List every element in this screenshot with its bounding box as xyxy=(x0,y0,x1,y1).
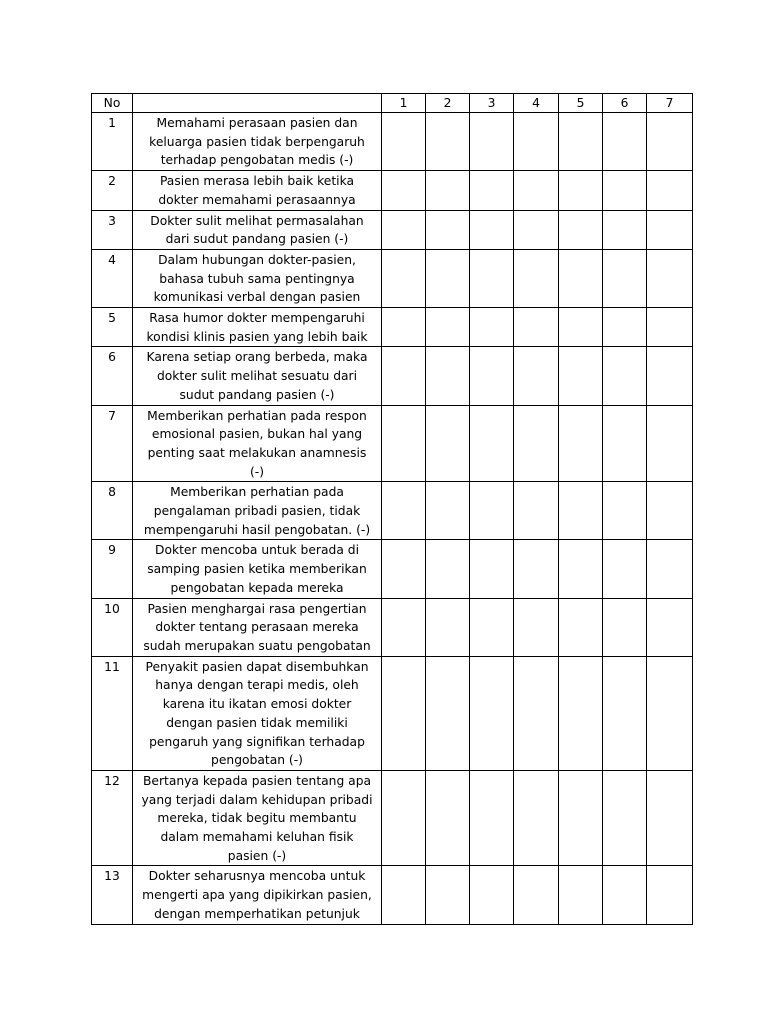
header-scale-5: 5 xyxy=(559,94,603,113)
score-cell-1[interactable] xyxy=(382,113,426,171)
row-number: 3 xyxy=(92,210,133,249)
row-number: 8 xyxy=(92,482,133,540)
score-cell-5[interactable] xyxy=(559,171,603,210)
table-row xyxy=(92,249,693,307)
score-cell-7[interactable] xyxy=(647,405,693,482)
score-cell-1[interactable] xyxy=(382,308,426,347)
score-cell-1[interactable] xyxy=(382,347,426,405)
row-number: 5 xyxy=(92,308,133,347)
table-row xyxy=(92,113,693,171)
score-cell-2[interactable] xyxy=(426,308,470,347)
score-cell-5[interactable] xyxy=(559,770,603,866)
score-cell-5[interactable] xyxy=(559,482,603,540)
row-statement: Penyakit pasien dapat disembuhkan hanya dengan terapi medis, oleh karena itu ikatan emosi dokter dengan pasien tidak memiliki pengaruh yang signifikan terhadap pengobatan (-) xyxy=(133,656,382,770)
score-cell-1[interactable] xyxy=(382,540,426,598)
score-cell-6[interactable] xyxy=(603,482,647,540)
score-cell-3[interactable] xyxy=(470,482,514,540)
row-statement: Karena setiap orang berbeda, maka dokter sulit melihat sesuatu dari sudut pandang pasien (-) xyxy=(133,347,382,405)
score-cell-6[interactable] xyxy=(603,770,647,866)
score-cell-7[interactable] xyxy=(647,249,693,307)
score-cell-5[interactable] xyxy=(559,598,603,656)
score-cell-2[interactable] xyxy=(426,482,470,540)
score-cell-4[interactable] xyxy=(514,249,559,307)
score-cell-6[interactable] xyxy=(603,405,647,482)
score-cell-6[interactable] xyxy=(603,171,647,210)
score-cell-7[interactable] xyxy=(647,598,693,656)
questionnaire-table xyxy=(91,93,693,925)
row-number: 12 xyxy=(92,770,133,866)
score-cell-5[interactable] xyxy=(559,347,603,405)
score-cell-6[interactable] xyxy=(603,540,647,598)
score-cell-1[interactable] xyxy=(382,249,426,307)
table-row xyxy=(92,770,693,866)
score-cell-1[interactable] xyxy=(382,405,426,482)
score-cell-2[interactable] xyxy=(426,210,470,249)
row-statement: Dokter mencoba untuk berada di samping pasien ketika memberikan pengobatan kepada mereka xyxy=(133,540,382,598)
row-number: 6 xyxy=(92,347,133,405)
header-statement xyxy=(133,94,382,113)
score-cell-5[interactable] xyxy=(559,113,603,171)
score-cell-6[interactable] xyxy=(603,210,647,249)
score-cell-6[interactable] xyxy=(603,656,647,770)
score-cell-7[interactable] xyxy=(647,113,693,171)
table-row xyxy=(92,405,693,482)
score-cell-1[interactable] xyxy=(382,482,426,540)
score-cell-2[interactable] xyxy=(426,770,470,866)
score-cell-3[interactable] xyxy=(470,598,514,656)
header-scale-6: 6 xyxy=(603,94,647,113)
header-scale-7: 7 xyxy=(647,94,693,113)
score-cell-3[interactable] xyxy=(470,405,514,482)
table-row xyxy=(92,308,693,347)
row-number: 9 xyxy=(92,540,133,598)
header-row xyxy=(92,94,693,113)
score-cell-4[interactable] xyxy=(514,347,559,405)
row-number: 7 xyxy=(92,405,133,482)
score-cell-1[interactable] xyxy=(382,171,426,210)
row-number: 1 xyxy=(92,113,133,171)
score-cell-2[interactable] xyxy=(426,656,470,770)
score-cell-5[interactable] xyxy=(559,866,603,924)
score-cell-2[interactable] xyxy=(426,405,470,482)
score-cell-4[interactable] xyxy=(514,482,559,540)
score-cell-4[interactable] xyxy=(514,308,559,347)
score-cell-6[interactable] xyxy=(603,598,647,656)
score-cell-4[interactable] xyxy=(514,171,559,210)
score-cell-3[interactable] xyxy=(470,866,514,924)
score-cell-2[interactable] xyxy=(426,866,470,924)
table-row xyxy=(92,482,693,540)
row-statement: Memberikan perhatian pada pengalaman pribadi pasien, tidak mempengaruhi hasil pengobatan. (-) xyxy=(133,482,382,540)
score-cell-5[interactable] xyxy=(559,308,603,347)
row-statement: Rasa humor dokter mempengaruhi kondisi klinis pasien yang lebih baik xyxy=(133,308,382,347)
row-number: 11 xyxy=(92,656,133,770)
header-no: No xyxy=(92,94,133,113)
score-cell-7[interactable] xyxy=(647,210,693,249)
row-statement: Dokter sulit melihat permasalahan dari sudut pandang pasien (-) xyxy=(133,210,382,249)
score-cell-3[interactable] xyxy=(470,540,514,598)
row-number: 2 xyxy=(92,171,133,210)
score-cell-7[interactable] xyxy=(647,540,693,598)
score-cell-3[interactable] xyxy=(470,656,514,770)
row-statement: Dokter seharusnya mencoba untuk mengerti apa yang dipikirkan pasien, dengan memperhatikan petunjuk xyxy=(133,866,382,924)
score-cell-3[interactable] xyxy=(470,770,514,866)
score-cell-3[interactable] xyxy=(470,249,514,307)
table-row xyxy=(92,347,693,405)
row-statement: Pasien menghargai rasa pengertian dokter tentang perasaan mereka sudah merupakan suatu pengobatan xyxy=(133,598,382,656)
score-cell-4[interactable] xyxy=(514,656,559,770)
score-cell-6[interactable] xyxy=(603,249,647,307)
score-cell-2[interactable] xyxy=(426,113,470,171)
score-cell-3[interactable] xyxy=(470,210,514,249)
table-row xyxy=(92,210,693,249)
table-row xyxy=(92,171,693,210)
score-cell-6[interactable] xyxy=(603,866,647,924)
score-cell-7[interactable] xyxy=(647,347,693,405)
score-cell-4[interactable] xyxy=(514,866,559,924)
row-number: 10 xyxy=(92,598,133,656)
score-cell-4[interactable] xyxy=(514,113,559,171)
score-cell-4[interactable] xyxy=(514,540,559,598)
score-cell-2[interactable] xyxy=(426,171,470,210)
score-cell-5[interactable] xyxy=(559,405,603,482)
score-cell-4[interactable] xyxy=(514,598,559,656)
score-cell-1[interactable] xyxy=(382,866,426,924)
score-cell-4[interactable] xyxy=(514,770,559,866)
header-scale-3: 3 xyxy=(470,94,514,113)
score-cell-3[interactable] xyxy=(470,308,514,347)
row-statement: Bertanya kepada pasien tentang apa yang terjadi dalam kehidupan pribadi mereka, tidak begitu membantu dalam memahami keluhan fisik pasien (-) xyxy=(133,770,382,866)
score-cell-5[interactable] xyxy=(559,210,603,249)
score-cell-5[interactable] xyxy=(559,540,603,598)
score-cell-7[interactable] xyxy=(647,656,693,770)
score-cell-5[interactable] xyxy=(559,656,603,770)
score-cell-7[interactable] xyxy=(647,866,693,924)
score-cell-6[interactable] xyxy=(603,113,647,171)
table-row xyxy=(92,866,693,924)
score-cell-3[interactable] xyxy=(470,347,514,405)
row-statement: Pasien merasa lebih baik ketika dokter memahami perasaannya xyxy=(133,171,382,210)
table-row xyxy=(92,598,693,656)
score-cell-3[interactable] xyxy=(470,113,514,171)
score-cell-2[interactable] xyxy=(426,598,470,656)
score-cell-7[interactable] xyxy=(647,770,693,866)
score-cell-1[interactable] xyxy=(382,770,426,866)
score-cell-4[interactable] xyxy=(514,210,559,249)
header-scale-2: 2 xyxy=(426,94,470,113)
score-cell-3[interactable] xyxy=(470,171,514,210)
header-scale-4: 4 xyxy=(514,94,559,113)
score-cell-7[interactable] xyxy=(647,482,693,540)
score-cell-6[interactable] xyxy=(603,308,647,347)
score-cell-7[interactable] xyxy=(647,171,693,210)
score-cell-4[interactable] xyxy=(514,405,559,482)
score-cell-6[interactable] xyxy=(603,347,647,405)
row-statement: Memberikan perhatian pada respon emosional pasien, bukan hal yang penting saat melakukan anamnesis (-) xyxy=(133,405,382,482)
table-row xyxy=(92,656,693,770)
score-cell-5[interactable] xyxy=(559,249,603,307)
row-number: 4 xyxy=(92,249,133,307)
score-cell-2[interactable] xyxy=(426,347,470,405)
score-cell-1[interactable] xyxy=(382,656,426,770)
table-row xyxy=(92,540,693,598)
score-cell-1[interactable] xyxy=(382,210,426,249)
score-cell-7[interactable] xyxy=(647,308,693,347)
row-number: 13 xyxy=(92,866,133,924)
score-cell-1[interactable] xyxy=(382,598,426,656)
row-statement: Dalam hubungan dokter-pasien, bahasa tubuh sama pentingnya komunikasi verbal dengan pasien xyxy=(133,249,382,307)
score-cell-2[interactable] xyxy=(426,540,470,598)
row-statement: Memahami perasaan pasien dan keluarga pasien tidak berpengaruh terhadap pengobatan medis (-) xyxy=(133,113,382,171)
header-scale-1: 1 xyxy=(382,94,426,113)
score-cell-2[interactable] xyxy=(426,249,470,307)
